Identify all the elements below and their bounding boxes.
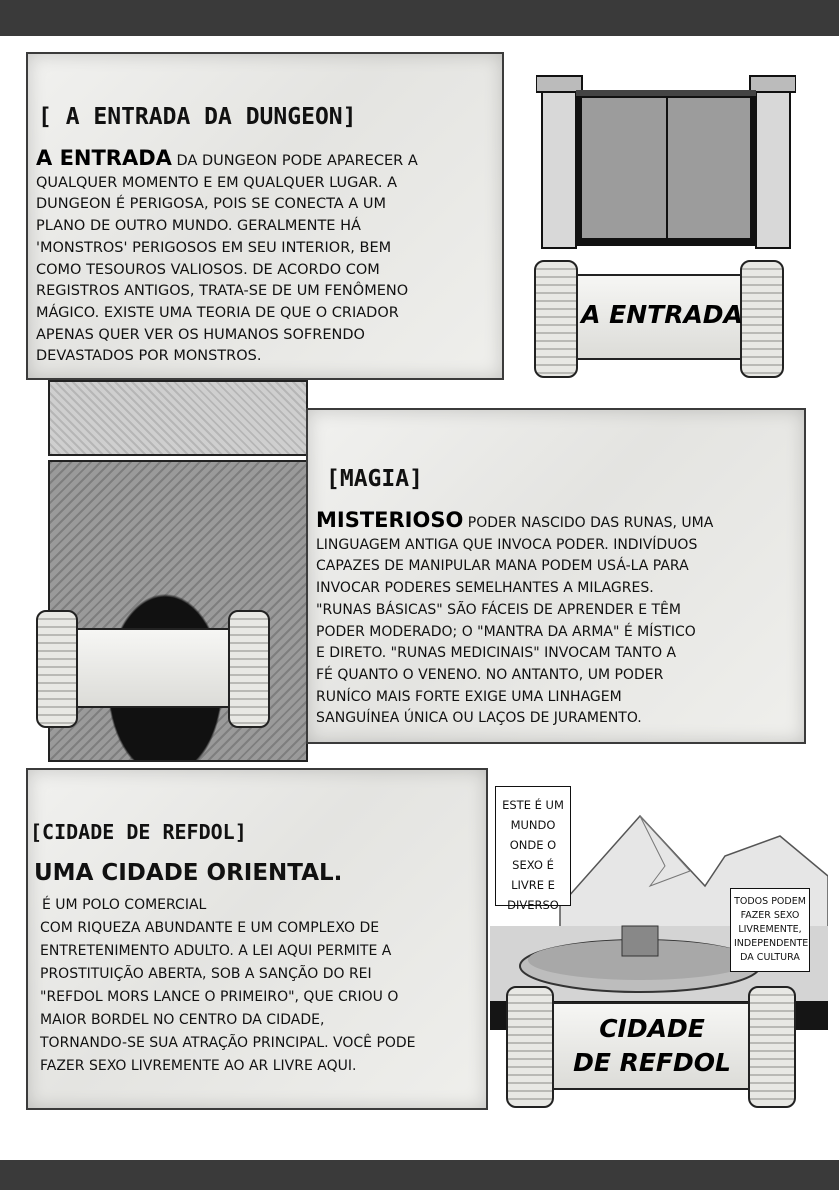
dungeon-line-3: DUNGEON É PERIGOSA, POIS SE CONECTA A UM <box>36 196 386 213</box>
blank-scroll-roll-right <box>228 610 270 728</box>
refdol-line-5: "REFDOL MORS LANCE O PRIMEIRO", QUE CRIOU O <box>40 989 399 1005</box>
dungeon-lead: A ENTRADA <box>36 146 172 170</box>
refdol-line-2: COM RIQUEZA ABUNDANTE E UM COMPLEXO DE <box>40 920 380 936</box>
dungeon-line-4: PLANO DE OUTRO MUNDO. GERALMENTE HÁ <box>36 218 361 235</box>
refdol-line-3: ENTRETENIMENTO ADULTO. A LEI AQUI PERMITE A <box>40 943 392 959</box>
dungeon-body <box>36 148 498 368</box>
magia-line-10: SANGUÍNEA ÚNICA OU LAÇOS DE JURAMENTO. <box>316 710 642 727</box>
refdol-scroll-label-line1: CIDADE <box>599 1014 705 1043</box>
magia-line-3: CAPAZES DE MANIPULAR MANA PODEM USÁ-LA PARA <box>316 558 689 575</box>
magia-line-1: PODER NASCIDO DAS RUNAS, UMA <box>463 515 714 531</box>
refdol-body <box>40 894 484 1078</box>
blank-scroll-paper <box>56 628 252 708</box>
refdol-scroll-roll-left <box>506 986 554 1108</box>
bottom-border-band <box>0 1160 839 1190</box>
refdol-scroll-banner <box>504 986 800 1110</box>
dungeon-gate-illustration <box>536 72 796 252</box>
refdol-line-7: TORNANDO-SE SUA ATRAÇÃO PRINCIPAL. VOCÊ PODE <box>40 1035 416 1051</box>
dungeon-line-7: REGISTROS ANTIGOS, TRATA-SE DE UM FENÔMENO <box>36 283 409 300</box>
magia-line-2: LINGUAGEM ANTIGA QUE INVOCA PODER. INDIVÍDUOS <box>316 536 698 553</box>
magia-line-8: FÉ QUANTO O VENENO. NO ANTANTO, UM PODER <box>316 666 664 683</box>
refdol-line-1: É UM POLO COMERCIAL <box>42 897 207 913</box>
magia-line-4: INVOCAR PODERES SEMELHANTES A MILAGRES. <box>316 580 654 597</box>
dungeon-line-10: DEVASTADOS POR MONSTROS. <box>36 348 262 365</box>
dungeon-line-5: 'MONSTROS' PERIGOSOS EM SEU INTERIOR, BEM <box>36 239 392 256</box>
refdol-caption-box-left: ESTE É UM MUNDO ONDE O SEXO É LIVRE E DIVERSO <box>495 786 571 906</box>
blank-scroll-roll-left <box>36 610 78 728</box>
magia-body <box>316 510 800 730</box>
dungeon-scroll-label: A ENTRADA <box>581 300 743 329</box>
dungeon-line-6: COMO TESOUROS VALIOSOS. DE ACORDO COM <box>36 261 380 278</box>
refdol-lead: UMA CIDADE ORIENTAL. <box>34 860 343 886</box>
dungeon-heading: [ A ENTRADA DA DUNGEON] <box>38 104 357 130</box>
magia-line-7: E DIRETO. "RUNAS MEDICINAIS" INVOCAM TANTO A <box>316 645 677 662</box>
refdol-scroll-roll-right <box>748 986 796 1108</box>
dungeon-line-8: MÁGICO. EXISTE UMA TEORIA DE QUE O CRIADOR <box>36 304 399 321</box>
refdol-caption-box-right: TODOS PODEM FAZER SEXO LIVREMENTE, INDEPENDENTE DA CULTURA <box>730 888 810 972</box>
magia-heading: [MAGIA] <box>326 466 423 492</box>
dungeon-line-2: QUALQUER MOMENTO E EM QUALQUER LUGAR. A <box>36 174 397 191</box>
dungeon-scroll-roll-left <box>534 260 578 378</box>
refdol-scroll-label-line2: DE REFDOL <box>573 1048 731 1077</box>
dungeon-line-1: DA DUNGEON PODE APARECER A <box>171 153 418 169</box>
refdol-line-8: FAZER SEXO LIVREMENTE AO AR LIVRE AQUI. <box>40 1058 357 1074</box>
refdol-line-6: MAIOR BORDEL NO CENTRO DA CIDADE, <box>40 1012 325 1028</box>
blank-scroll-banner <box>34 610 272 730</box>
magia-lead: MISTERIOSO <box>316 508 464 532</box>
monster-panel-top <box>48 380 308 456</box>
refdol-line-4: PROSTITUIÇÃO ABERTA, SOB A SANÇÃO DO REI <box>40 966 372 982</box>
dungeon-scroll-banner <box>532 260 788 380</box>
dungeon-scroll-roll-right <box>740 260 784 378</box>
refdol-heading: [CIDADE DE REFDOL] <box>30 820 247 844</box>
top-border-band <box>0 0 839 36</box>
magia-line-6: PODER MODERADO; O "MANTRA DA ARMA" É MÍSTICO <box>316 623 696 640</box>
magia-line-5: "RUNAS BÁSICAS" SÃO FÁCEIS DE APRENDER E TÊM <box>316 601 681 618</box>
dungeon-line-9: APENAS QUER VER OS HUMANOS SOFRENDO <box>36 326 365 343</box>
magia-line-9: RUNÍCO MAIS FORTE EXIGE UMA LINHAGEM <box>316 688 622 705</box>
